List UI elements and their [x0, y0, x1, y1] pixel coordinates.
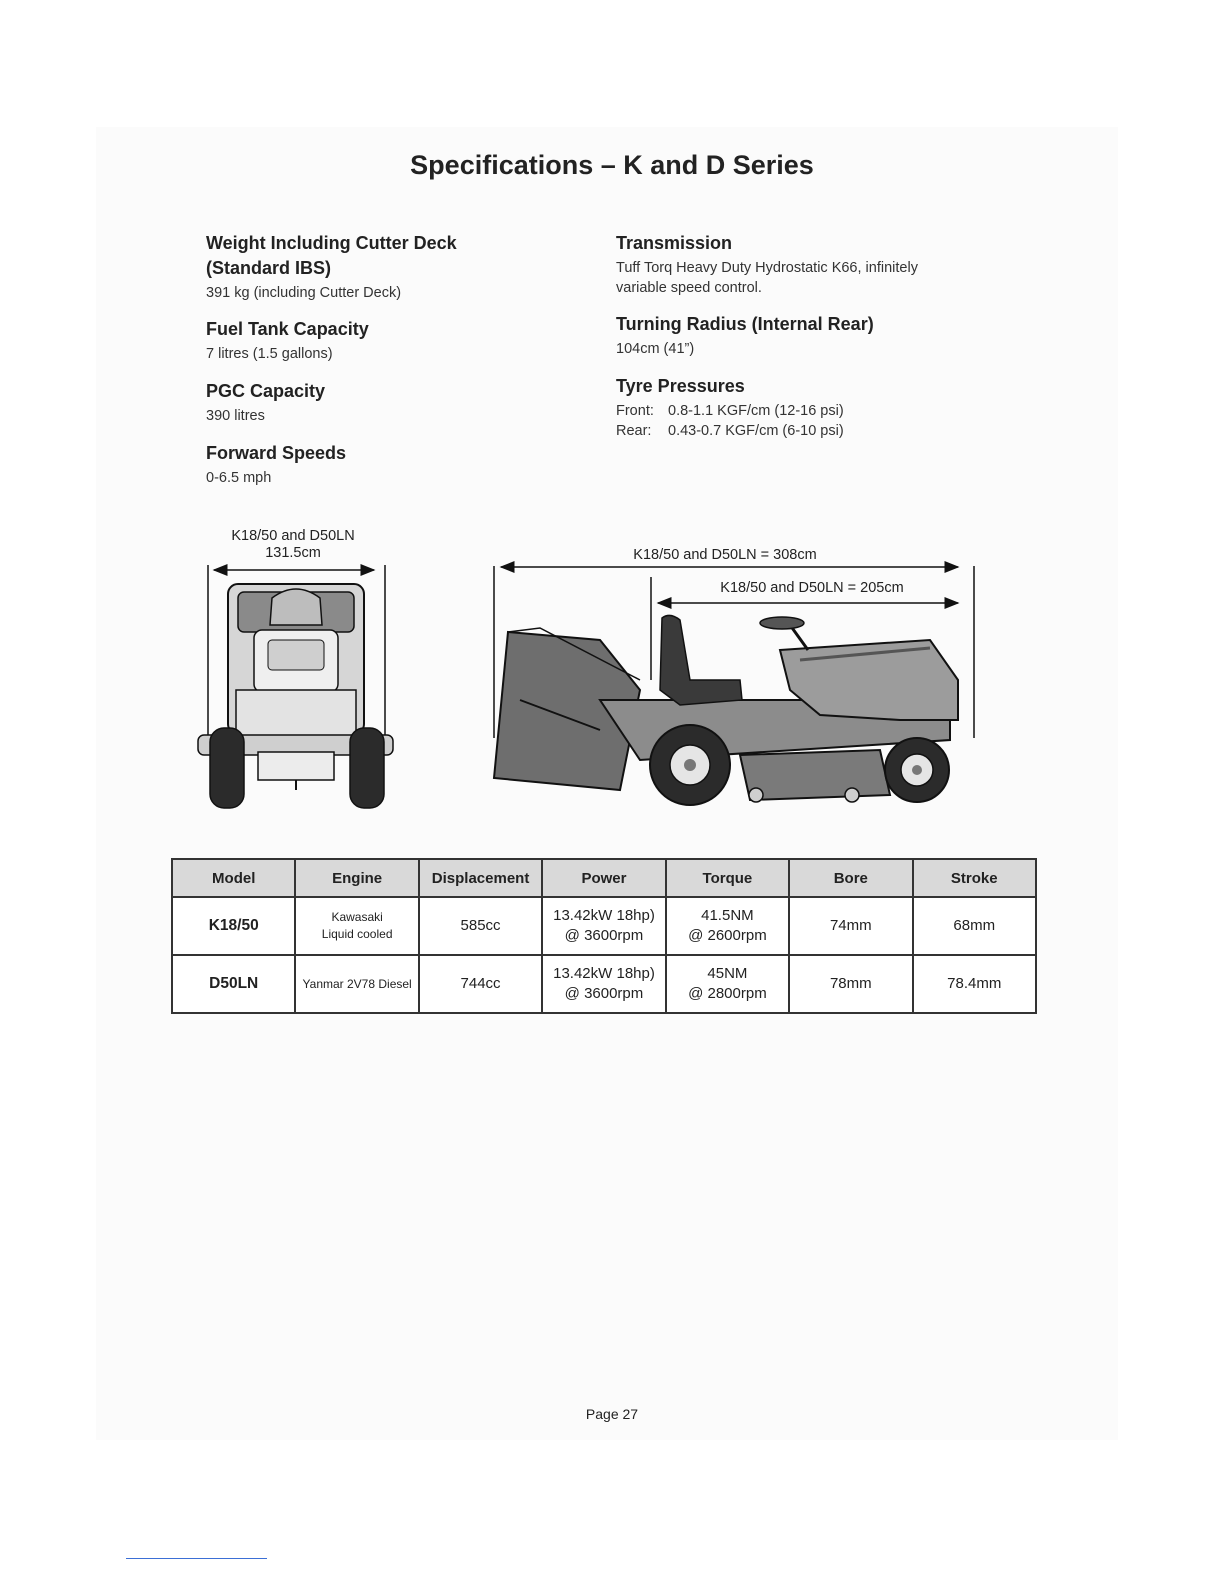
spec-value: 104cm (41”) — [616, 341, 695, 357]
tyre-front-label: Front: — [616, 403, 654, 419]
spec-value: 391 kg (including Cutter Deck) — [206, 285, 402, 301]
cell-bore: 78mm — [789, 955, 912, 1013]
engine-line: Liquid cooled — [321, 927, 393, 941]
footer-rule — [126, 1558, 267, 1559]
cell-model: D50LN — [172, 955, 295, 1013]
torque-line: @ 2600rpm — [688, 927, 767, 944]
spec-heading: Transmission — [616, 233, 733, 253]
power-line: 13.42kW 18hp) — [553, 965, 655, 982]
cell-displacement: 744cc — [419, 955, 542, 1013]
tyre-rear-label: Rear: — [616, 423, 652, 439]
spec-heading: Weight Including Cutter Deck (Standard IBS) — [206, 233, 457, 278]
header-bore: Bore — [789, 859, 912, 897]
cell-torque — [666, 897, 789, 955]
width-value: 131.5cm — [265, 545, 321, 561]
torque-line: 41.5NM — [701, 907, 754, 924]
spec-value: Tuff Torq Heavy Duty Hydrostatic K66, infinitely variable speed control. — [616, 260, 918, 296]
power-line: @ 3600rpm — [564, 985, 644, 1002]
header-engine: Engine — [295, 859, 418, 897]
cell-power — [542, 955, 665, 1013]
cell-bore: 74mm — [789, 897, 912, 955]
spec-value: 0-6.5 mph — [206, 470, 272, 486]
cell-displacement: 585cc — [419, 897, 542, 955]
engine-line: Yanmar 2V78 Diesel — [302, 976, 412, 991]
cell-power — [542, 897, 665, 955]
table-row — [172, 897, 1036, 955]
tyre-front-value: 0.8-1.1 KGF/cm (12-16 psi) — [668, 403, 844, 419]
table-row — [172, 955, 1036, 1013]
header-torque: Torque — [666, 859, 789, 897]
cell-stroke: 78.4mm — [913, 955, 1036, 1013]
page-title: Specifications – K and D Series — [410, 150, 814, 180]
spec-heading: PGC Capacity — [206, 381, 326, 401]
length-no-collector-label: K18/50 and D50LN = 205cm — [720, 580, 904, 596]
mower-side-view — [494, 615, 958, 805]
page-number: Page 27 — [585, 1406, 639, 1422]
length-total-label: K18/50 and D50LN = 308cm — [633, 547, 817, 563]
table-header-row — [172, 859, 1036, 897]
power-line: @ 3600rpm — [564, 927, 644, 944]
spec-heading: Turning Radius (Internal Rear) — [616, 314, 874, 334]
cell-stroke: 68mm — [913, 897, 1036, 955]
width-models: K18/50 and D50LN — [231, 528, 355, 544]
torque-line: 45NM — [707, 965, 748, 982]
cell-engine — [295, 955, 418, 1013]
header-displacement: Displacement — [419, 859, 542, 897]
spec-value: 7 litres (1.5 gallons) — [206, 346, 333, 362]
header-model: Model — [172, 859, 295, 897]
header-power: Power — [542, 859, 665, 897]
spec-heading: Forward Speeds — [206, 443, 347, 463]
spec-heading: Fuel Tank Capacity — [206, 319, 369, 339]
mower-front-view — [198, 584, 393, 808]
cell-engine — [295, 897, 418, 955]
header-stroke: Stroke — [913, 859, 1036, 897]
engine-spec-table — [171, 858, 1037, 1014]
cell-model: K18/50 — [172, 897, 295, 955]
spec-value: 390 litres — [206, 408, 265, 424]
power-line: 13.42kW 18hp) — [553, 907, 655, 924]
tyre-rear-value: 0.43-0.7 KGF/cm (6-10 psi) — [668, 423, 844, 439]
torque-line: @ 2800rpm — [688, 985, 767, 1002]
spec-heading: Tyre Pressures — [616, 376, 745, 396]
engine-line: Kawasaki — [331, 910, 383, 924]
cell-torque — [666, 955, 789, 1013]
